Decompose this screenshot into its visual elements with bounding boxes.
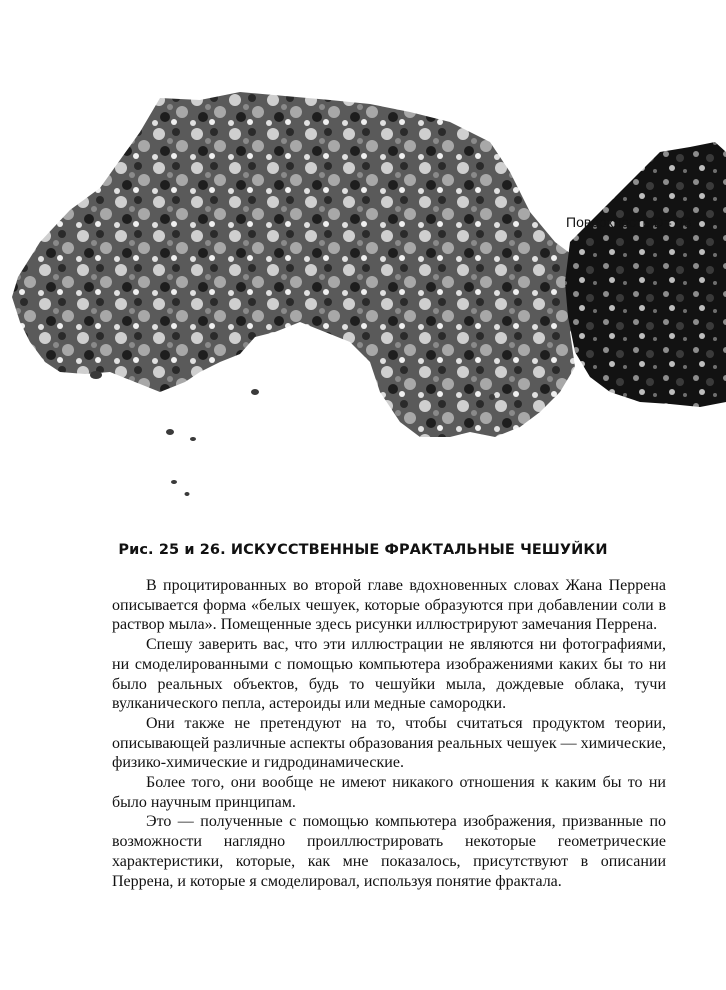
figure-caption: Рис. 25 и 26. ИСКУССТВЕННЫЕ ФРАКТАЛЬНЫЕ ЧЕШУЙКИ — [118, 542, 608, 558]
paragraph-5: Это — полученные с помощью компьютера изображения, призванные по возможности наглядно проиллюстрировать некоторые геометрические характеристики, которые, как мне показалось, присутствуют в описании Перрена, и которые я смоделировал, используя понятие фрактала. — [112, 813, 666, 890]
paragraph-2: Спешу заверить вас, что эти иллюстрации не являются ни фотографиями, ни смоделированными с помощью компьютера изображениями каких бы то ни было реальных объектов, будь то чешуйки мыла, дождевые облака, тучи вулканического пепла, астероиды или медные самородки. — [112, 636, 666, 713]
flake-right-lobe — [565, 142, 726, 407]
flake-main — [12, 92, 590, 437]
paragraph-3: Они также не претендуют на то, чтобы считаться продуктом теории, описывающей различные аспекты образования реальных чешуек — химические, физико-химические и гидродинамические. — [112, 714, 666, 772]
fractal-flakes-figure — [0, 92, 726, 512]
body-text — [112, 576, 666, 891]
paragraph-4: Более того, они вообще не имеют никакого отношения к каким бы то ни было научным принципам. — [112, 774, 666, 811]
figure-label: Поверхность D=7/3 — [566, 214, 692, 230]
fractal-flake-image — [0, 92, 726, 512]
paragraph-1: В процитированных во второй главе вдохновенных словах Жана Перрена описывается форма «белых чешуек, которые образуются при добавлении соли в раствор мыла». Помещенные здесь рисунки иллюстрируют замечания Перрена. — [112, 577, 666, 634]
